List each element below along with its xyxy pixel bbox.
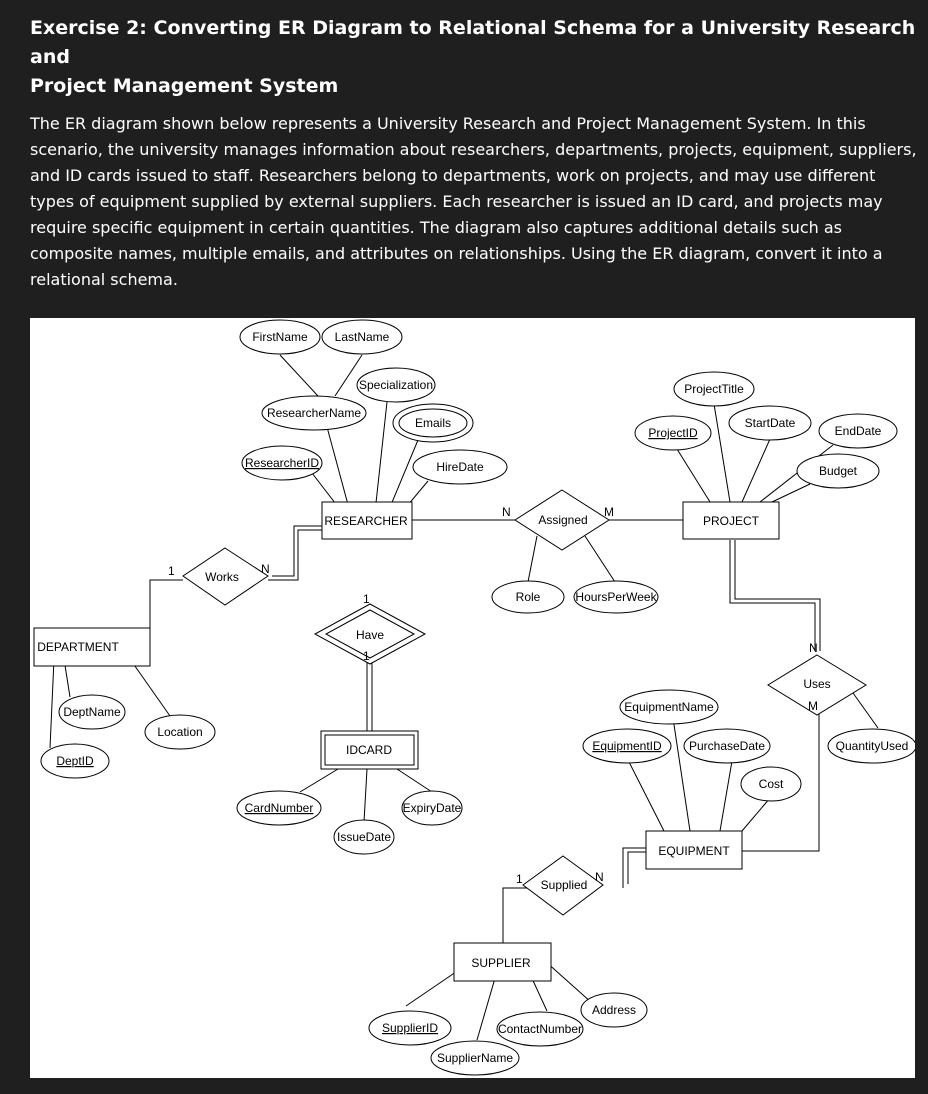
supplied-label: Supplied xyxy=(540,878,588,892)
hire-date-label: HireDate xyxy=(436,460,484,474)
cardinality-label: M xyxy=(604,505,614,519)
specialization-label: Specialization xyxy=(358,378,434,392)
first-name-label: FirstName xyxy=(252,330,308,344)
er-diagram-panel xyxy=(30,318,915,1078)
cardinality-label: 1 xyxy=(363,592,370,606)
description-line: require specific equipment in certain quantities. The diagram also captures additional details such as xyxy=(30,218,843,237)
cardinality-label: N xyxy=(502,505,511,519)
purchase-date-label: PurchaseDate xyxy=(688,739,766,753)
exercise-description xyxy=(30,111,920,293)
last-name-label: LastName xyxy=(334,330,390,344)
researcher-id-label: ResearcherID xyxy=(244,456,320,470)
description-line: scenario, the university manages information about researchers, departments, projects, equipment, suppliers, xyxy=(30,140,917,159)
hours-per-week-label: HoursPerWeek xyxy=(575,590,657,604)
researcher-label: RESEARCHER xyxy=(324,514,408,528)
er-diagram xyxy=(30,318,915,1078)
project-id-label: ProjectID xyxy=(648,426,698,440)
contact-number-label: ContactNumber xyxy=(497,1022,583,1036)
project-title-label: ProjectTitle xyxy=(684,382,744,396)
cardinality-label: N xyxy=(595,870,604,884)
cardinality-label: 1 xyxy=(363,649,370,663)
cost-label: Cost xyxy=(758,777,784,791)
exercise-title xyxy=(30,14,920,101)
assigned-label: Assigned xyxy=(538,513,588,527)
issue-date-label: IssueDate xyxy=(336,830,392,844)
description-line: relational schema. xyxy=(30,270,178,289)
exercise-text xyxy=(30,14,920,293)
dept-name-label: DeptName xyxy=(63,705,121,719)
role-label: Role xyxy=(515,590,541,604)
supplier-id-label: SupplierID xyxy=(381,1021,439,1035)
supplier-name-label: SupplierName xyxy=(436,1051,514,1065)
title-line-2: Project Management System xyxy=(30,75,339,97)
idcard-label: IDCARD xyxy=(345,743,393,757)
researcher-name-label: ResearcherName xyxy=(266,406,362,420)
cardinality-label: N xyxy=(809,641,818,655)
start-date-label: StartDate xyxy=(744,416,796,430)
department-label: DEPARTMENT xyxy=(37,640,119,654)
supplier-label: SUPPLIER xyxy=(471,956,531,970)
description-line: types of equipment supplied by external suppliers. Each researcher is issued an ID card, and projects may xyxy=(30,192,883,211)
budget-label: Budget xyxy=(818,464,858,478)
description-line: composite names, multiple emails, and attributes on relationships. Using the ER diagram, convert it into a xyxy=(30,244,883,263)
emails-label: Emails xyxy=(414,416,452,430)
have-label: Have xyxy=(355,628,385,642)
expiry-date-label: ExpiryDate xyxy=(402,801,462,815)
cardinality-label: 1 xyxy=(168,564,175,578)
cardinality-label: N xyxy=(261,562,270,576)
dept-id-label: DeptID xyxy=(56,754,94,768)
end-date-label: EndDate xyxy=(834,424,882,438)
description-line: The ER diagram shown below represents a University Research and Project Management System. In this xyxy=(30,114,866,133)
cardinality-label: 1 xyxy=(516,872,523,886)
title-line-1: Exercise 2: Converting ER Diagram to Relational Schema for a University Research and xyxy=(30,17,916,68)
quantity-used-label: QuantityUsed xyxy=(835,739,909,753)
card-number-label: CardNumber xyxy=(244,801,314,815)
uses-label: Uses xyxy=(803,677,831,691)
works-label: Works xyxy=(205,570,239,584)
location-label: Location xyxy=(157,725,203,739)
description-line: and ID cards issued to staff. Researchers belong to departments, work on projects, and may use different xyxy=(30,166,876,185)
equipment-name-label: EquipmentName xyxy=(624,700,714,714)
project-label: PROJECT xyxy=(702,514,760,528)
equipment-label: EQUIPMENT xyxy=(658,844,730,858)
cardinality-label: M xyxy=(808,699,818,713)
equipment-id-label: EquipmentID xyxy=(592,739,662,753)
address-label: Address xyxy=(591,1003,637,1017)
